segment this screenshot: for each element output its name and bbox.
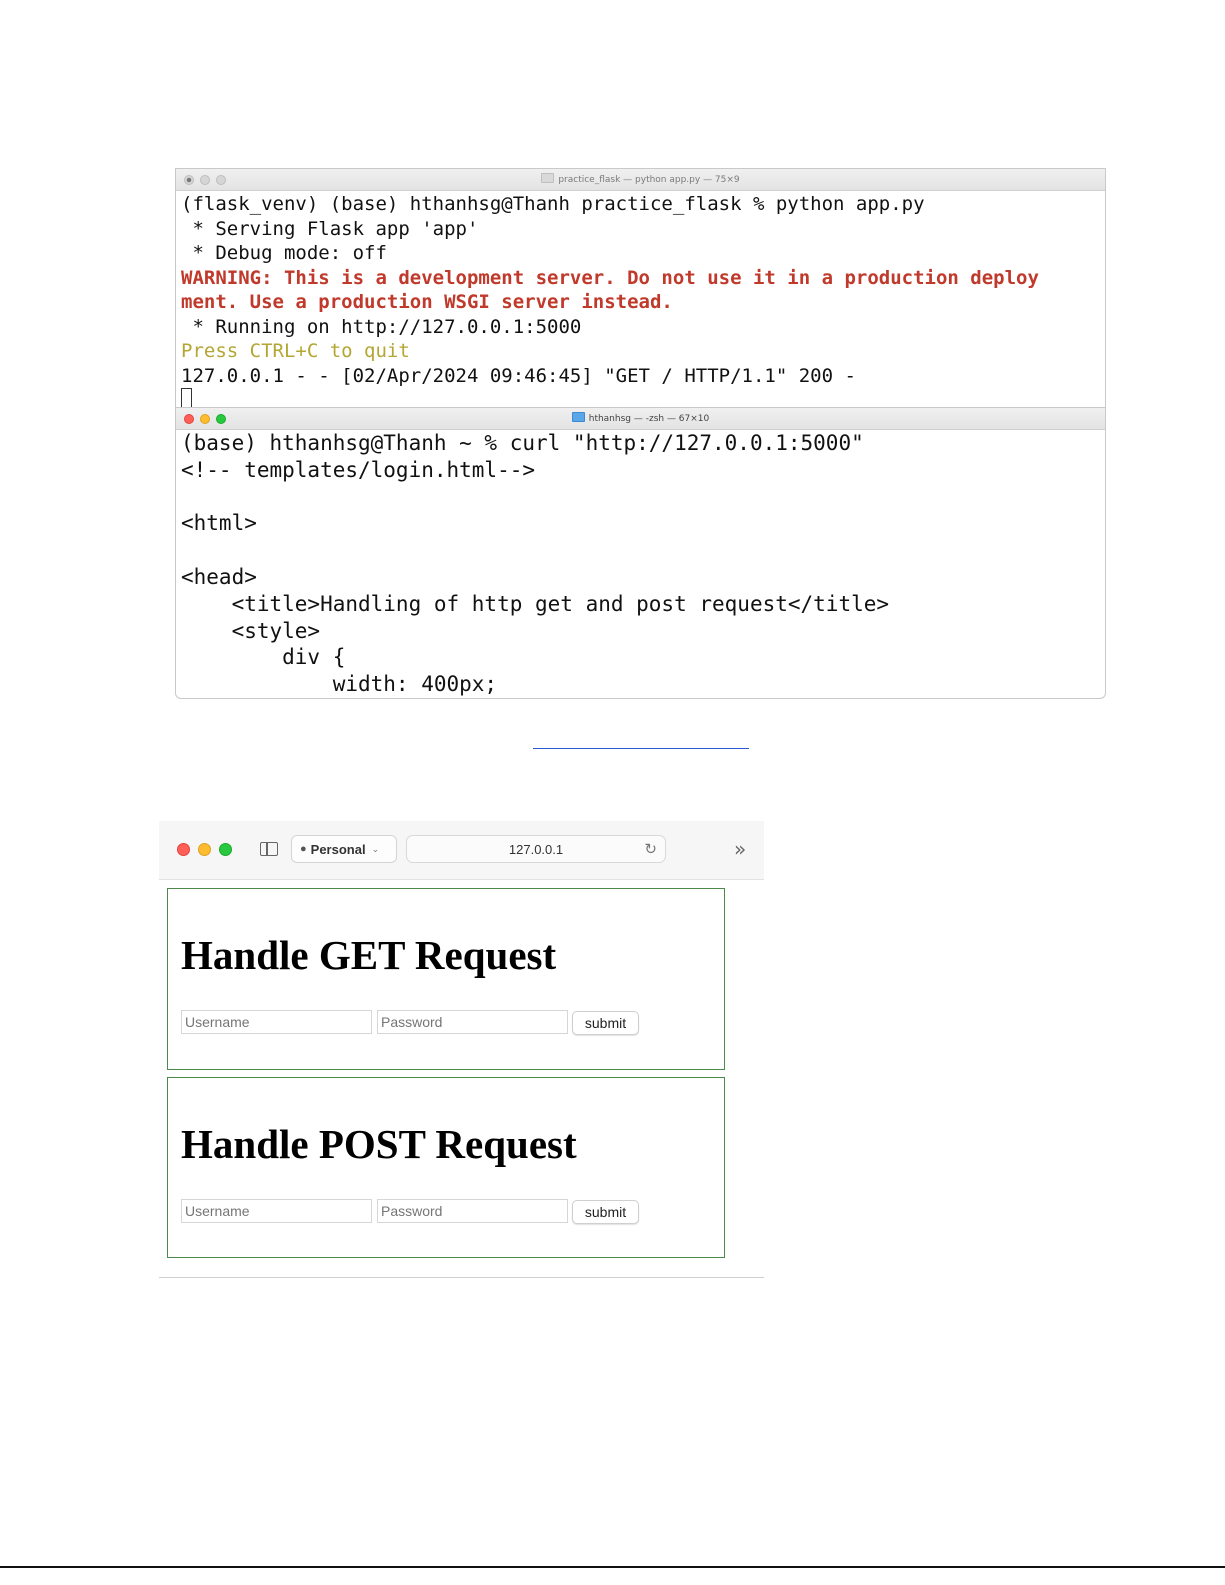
browser-window[interactable] [159, 821, 764, 1278]
submit-button[interactable]: submit [572, 1011, 639, 1035]
running-line: * Running on http://127.0.0.1:5000 [181, 315, 582, 338]
minimize-icon[interactable] [198, 843, 211, 856]
warning-line: WARNING: This is a development server. Do not use it in a production deploy [181, 266, 1039, 289]
terminal-line: <html> [181, 511, 257, 536]
terminal-line: <title>Handling of http get and post request</title> [181, 591, 890, 616]
form-heading: Handle POST Request [181, 1121, 577, 1167]
terminal-line: * Serving Flask app 'app' [181, 217, 479, 240]
terminal-title: hthanhsg — -zsh — 67×10 [588, 414, 710, 424]
warning-line: ment. Use a production WSGI server instead. [181, 291, 673, 313]
zoom-icon[interactable] [219, 843, 232, 856]
terminal-line: (flask_venv) (base) hthanhsg@Thanh practice_flask % python app.py [181, 193, 925, 215]
terminal-window-server[interactable] [175, 168, 1106, 410]
folder-icon [572, 412, 585, 422]
username-input[interactable] [181, 1010, 372, 1034]
terminal-line: (base) hthanhsg@Thanh ~ % curl "http://127.0.0.1:5000" [181, 431, 864, 455]
terminal-line: * Debug mode: off [181, 242, 387, 264]
terminal-output[interactable] [176, 191, 1105, 410]
terminal-line: <style> [181, 618, 321, 643]
page-divider [0, 1566, 1225, 1568]
browser-toolbar [159, 821, 764, 880]
terminal-line: width: 400px; [181, 672, 498, 697]
terminal-line: div { [181, 645, 346, 670]
profile-label: Personal [310, 841, 366, 857]
address-bar[interactable] [406, 835, 666, 863]
form-heading: Handle GET Request [181, 932, 557, 978]
profile-button[interactable] [291, 835, 397, 863]
address-text: 127.0.0.1 [508, 841, 564, 857]
request-log-line: 127.0.0.1 - - [02/Apr/2024 09:46:45] "GET / HTTP/1.1" 200 - [181, 364, 856, 387]
sidebar-toggle-icon[interactable] [260, 842, 278, 856]
reload-icon[interactable]: ↻ [644, 841, 657, 858]
terminal-window-curl[interactable] [175, 407, 1106, 699]
more-chevron-icon[interactable]: » [734, 837, 747, 861]
terminal-output[interactable] [176, 430, 1105, 698]
terminal-title: practice_flask — python app.py — 75×9 [558, 175, 740, 185]
username-input[interactable] [181, 1199, 372, 1223]
terminal-line: <!-- templates/login.html--> [181, 457, 536, 482]
hyperlink[interactable] [533, 727, 749, 749]
get-request-form [167, 888, 725, 1070]
terminal-line [181, 537, 1105, 564]
post-request-form [167, 1077, 725, 1258]
terminal-line: <head> [181, 564, 257, 589]
quit-hint: Press CTRL+C to quit [181, 340, 410, 362]
password-input[interactable] [377, 1199, 568, 1223]
folder-icon [541, 173, 554, 183]
submit-button[interactable]: submit [572, 1200, 639, 1224]
password-input[interactable] [377, 1010, 568, 1034]
terminal-titlebar[interactable] [176, 408, 1105, 430]
terminal-line [181, 484, 1105, 511]
close-icon[interactable] [177, 843, 190, 856]
person-icon: ● [300, 843, 307, 855]
terminal-titlebar[interactable] [176, 169, 1105, 191]
chevron-down-icon: ⌄ [371, 843, 380, 854]
